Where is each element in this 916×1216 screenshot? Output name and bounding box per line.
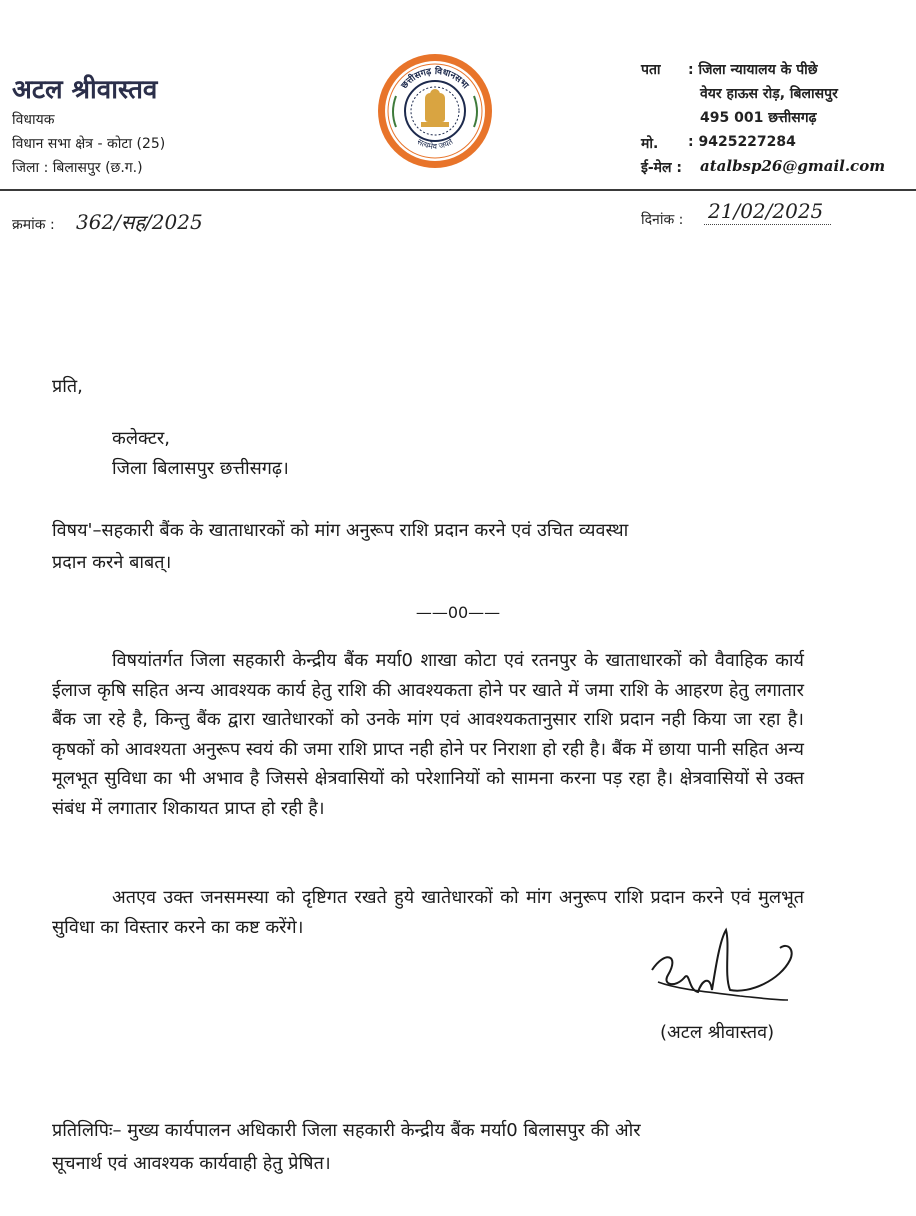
address-label: पता (641, 62, 661, 78)
date-label: दिनांक : (641, 212, 684, 228)
emblem-bottom-text: सत्यमेव जयते (415, 137, 455, 152)
body-paragraph-1: विषयांतर्गत जिला सहकारी केन्द्रीय बैंक मर्या0 शाखा कोटा एवं रतनपुर के खाताधारकों को वैवाहिक कार्य ईलाज कृषि सहित अन्य आवश्यक कार्य हेतु राशि की आवश्यकता होने पर खाते में जमा राशि के आहरण हेतु लगातार बैंक जा रहे है, किन्तु बैंक द्वारा खातेधारकों को उनके मांग एवं आवश्यकतानुसार राशि प्रदान नही किया जा रहा है। कृषकों को आवश्यता अनुरूप स्वयं की जमा राशि प्राप्त नही होने पर निराशा हो रही है। बैंक में छाया पानी सहित अन्य मूलभूत सुविधा का भी अभाव है जिससे क्षेत्रवासियों को परेशानियों को सामना करना पड़ रहा है। क्षेत्रवासियों से उक्त संबंध में लगातार शिकायत प्राप्त हो रही है। (52, 650, 804, 819)
address-line-1: : जिला न्यायालय के पीछे (688, 62, 818, 78)
sender-designation: विधायक (12, 112, 55, 128)
to-salutation: प्रति, (52, 376, 83, 397)
ref-number-value: 362/सह/2025 (76, 210, 203, 234)
header-divider (0, 189, 916, 191)
ref-number-label: क्रमांक : (12, 217, 55, 233)
copy-to-line-2: सूचनार्थ एवं आवश्यक कार्यवाही हेतु प्रेषित। (52, 1153, 331, 1174)
recipient-line-2: जिला बिलासपुर छत्तीसगढ़। (112, 458, 289, 479)
recipient-line-1: कलेक्टर, (112, 428, 170, 449)
email-label: ई-मेल : (641, 160, 683, 176)
signatory-name: (अटल श्रीवास्तव) (660, 1022, 775, 1043)
body-paragraph-2: अतएव उक्त जनसमस्या को दृष्टिगत रखते हुये खातेधारकों को मांग अनुरूप राशि प्रदान करने एवं मुलभूत सुविधा का विस्तार करने का कष्ट करेंगे। (52, 887, 804, 938)
assembly-emblem (376, 52, 494, 170)
email-address: atalbsp26@gmail.com (700, 157, 886, 175)
emblem-top-text: छत्तीसगढ़ विधानसभा (399, 66, 471, 91)
copy-to-line-1: प्रतिलिपिः– मुख्य कार्यपालन अधिकारी जिला सहकारी केन्द्रीय बैंक मर्या0 बिलासपुर की ओर (52, 1120, 641, 1141)
mobile-number: : 9425227284 (688, 134, 796, 150)
separator: ——00—— (415, 603, 501, 622)
address-line-2: वेयर हाऊस रोड़, बिलासपुर (700, 86, 838, 102)
address-line-3: 495 001 छत्तीसगढ़ (700, 110, 817, 126)
sender-constituency: विधान सभा क्षेत्र - कोटा (25) (12, 136, 166, 152)
date-value: 21/02/2025 (704, 199, 831, 225)
sender-district: जिला : बिलासपुर (छ.ग.) (12, 160, 143, 176)
mobile-label: मो. (641, 136, 659, 152)
subject-line-1: विषय'–सहकारी बैंक के खाताधारकों को मांग अनुरूप राशि प्रदान करने एवं उचित व्यवस्था (52, 520, 629, 541)
sender-name: अटल श्रीवास्तव (12, 75, 158, 105)
subject-line-2: प्रदान करने बाबत्। (52, 552, 172, 573)
handwritten-signature (640, 920, 810, 1010)
